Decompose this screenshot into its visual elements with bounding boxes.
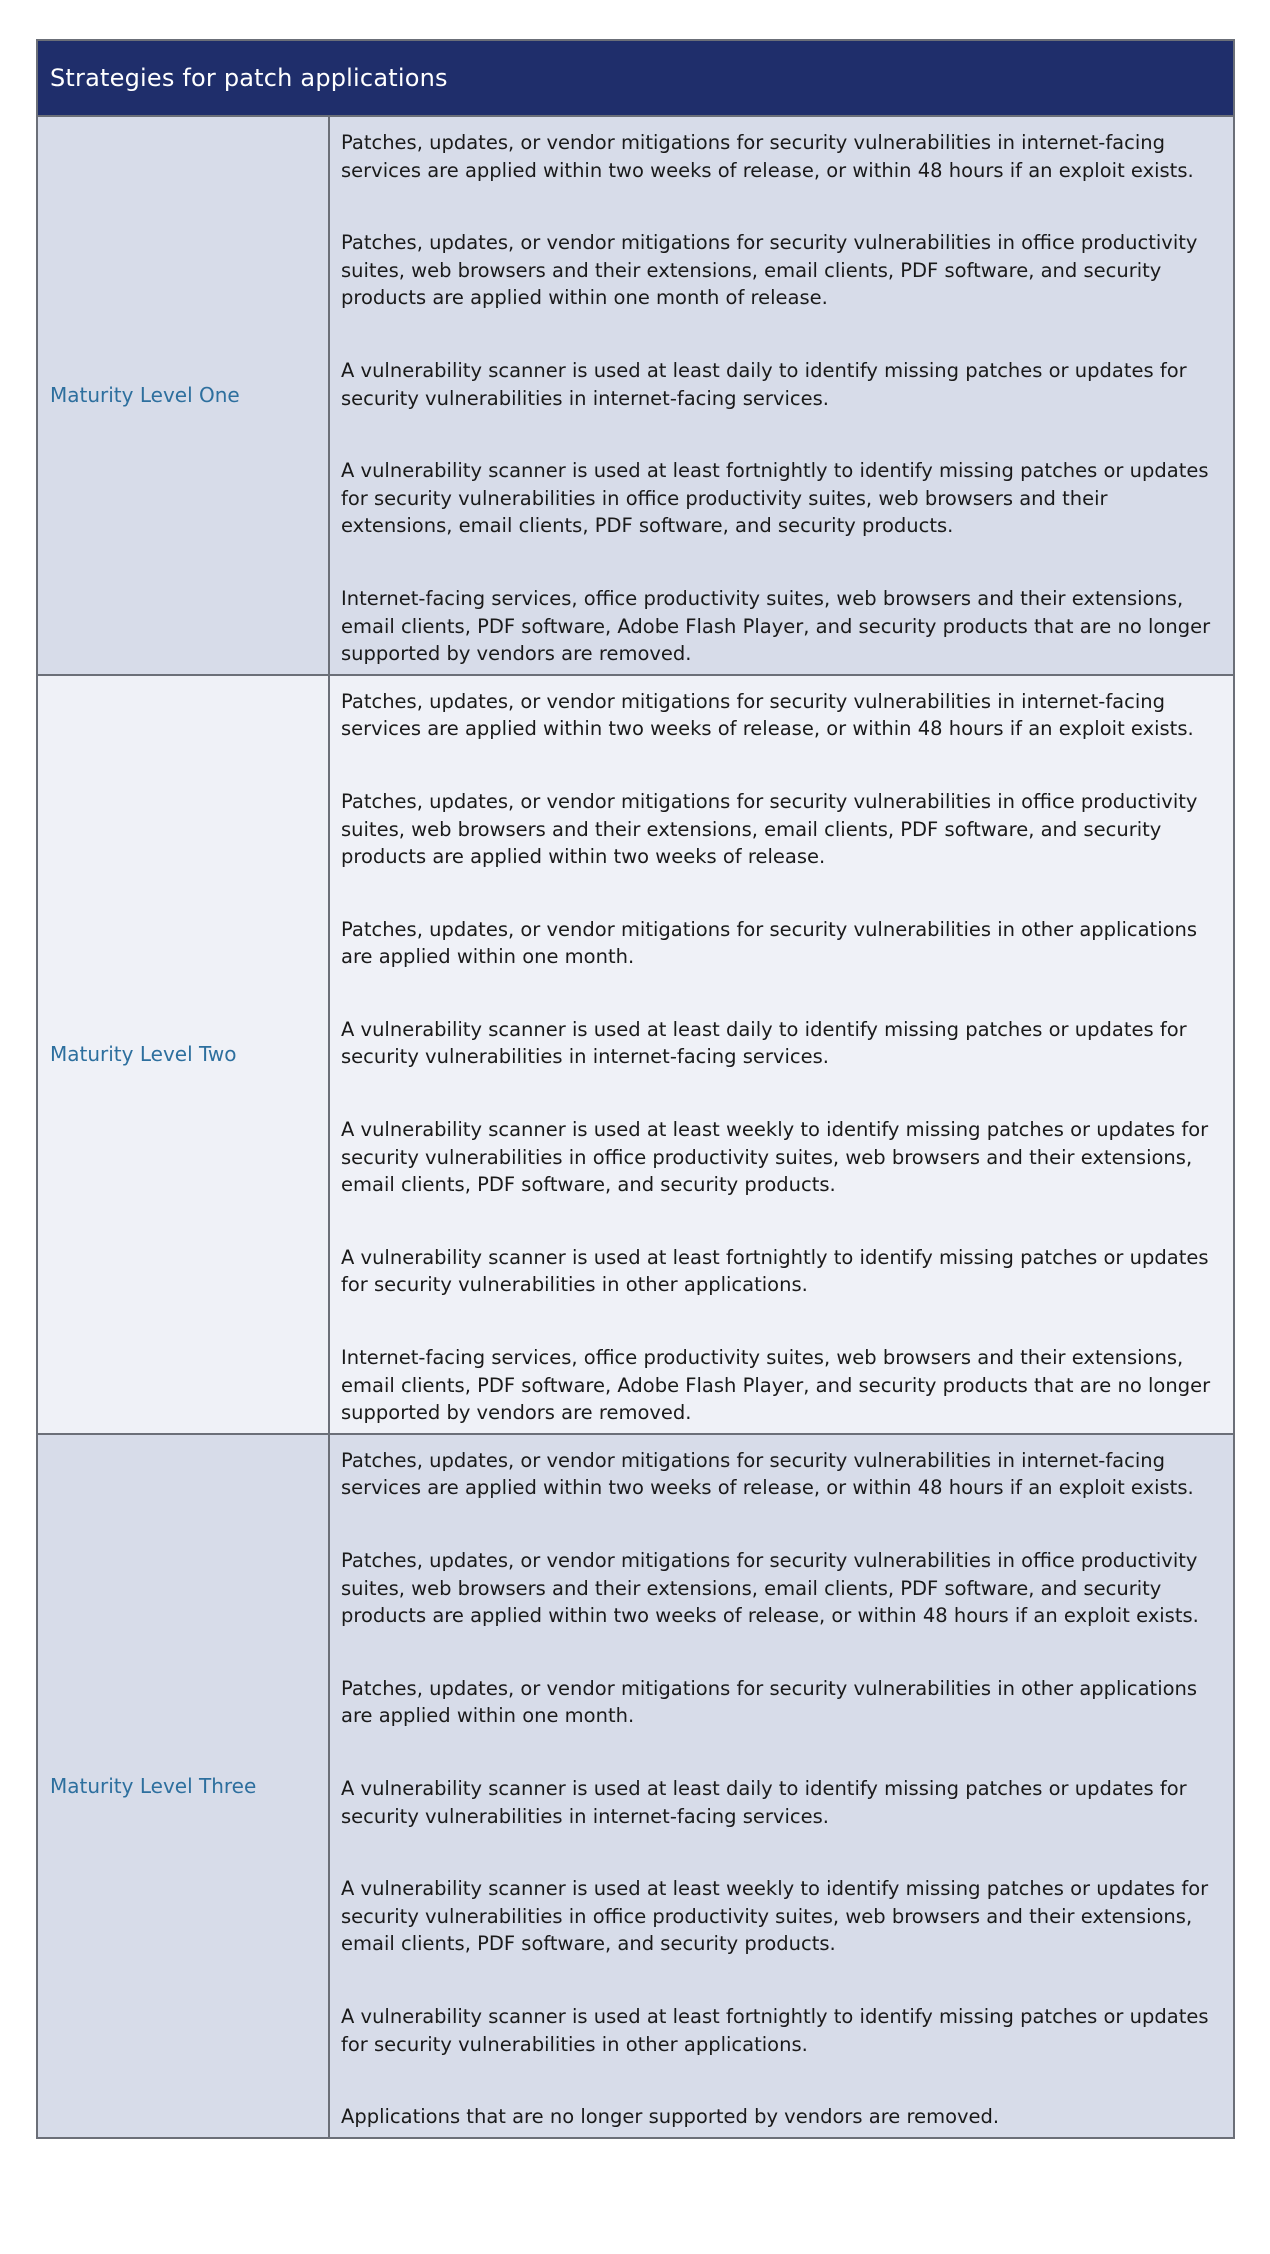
requirement-item: A vulnerability scanner is used at least daily to identify missing patches or updates for security vulnerabilities in internet-facing services.	[341, 1017, 1187, 1069]
strategies-table	[36, 39, 1235, 2139]
maturity-level-items	[330, 117, 1233, 674]
maturity-level-row-three	[38, 1433, 1233, 2137]
requirement-item: Internet-facing services, office productivity suites, web browsers and their extensions, email clients, PDF software, Adobe Flash Player, and security products that are no longer supported by vendors are removed.	[341, 1346, 1211, 1425]
maturity-level-label: Maturity Level Three	[38, 1435, 330, 2137]
requirement-item: Applications that are no longer supported by vendors are removed.	[341, 2105, 1000, 2129]
requirement-item: Patches, updates, or vendor mitigations for security vulnerabilities in internet-facing services are applied within two weeks of release, or within 48 hours if an exploit exists.	[341, 1448, 1194, 1500]
requirement-item: Patches, updates, or vendor mitigations for security vulnerabilities in other applications are applied within one month.	[341, 1676, 1198, 1728]
requirement-item: Patches, updates, or vendor mitigations for security vulnerabilities in internet-facing services are applied within two weeks of release, or within 48 hours if an exploit exists.	[341, 689, 1194, 741]
maturity-level-items	[330, 1435, 1233, 2137]
requirement-item: A vulnerability scanner is used at least daily to identify missing patches or updates for security vulnerabilities in internet-facing services.	[341, 1776, 1187, 1828]
requirement-item: A vulnerability scanner is used at least weekly to identify missing patches or updates for security vulnerabilities in office productivity suites, web browsers and their extensions, email clients, PDF software, and security products.	[341, 1118, 1209, 1197]
requirement-item: A vulnerability scanner is used at least fortnightly to identify missing patches or updates for security vulnerabilities in office productivity suites, web browsers and their extensions, email clients, PDF software, and security products.	[341, 459, 1209, 538]
requirement-item: Internet-facing services, office productivity suites, web browsers and their extensions, email clients, PDF software, Adobe Flash Player, and security products that are no longer supported by vendors are removed.	[341, 586, 1211, 666]
maturity-level-row-one	[38, 115, 1233, 674]
maturity-level-label: Maturity Level One	[38, 117, 330, 674]
maturity-level-label: Maturity Level Two	[38, 676, 330, 1433]
maturity-level-row-two	[38, 674, 1233, 1433]
maturity-level-items	[330, 676, 1233, 1433]
requirement-item: Patches, updates, or vendor mitigations for security vulnerabilities in office productivity suites, web browsers and their extensions, email clients, PDF software, and security products are applied within two weeks of release.	[341, 789, 1198, 869]
requirement-item: Patches, updates, or vendor mitigations for security vulnerabilities in internet-facing services are applied within two weeks of release, or within 48 hours if an exploit exists.	[341, 131, 1194, 182]
requirement-item: A vulnerability scanner is used at least fortnightly to identify missing patches or updates for security vulnerabilities in other applications.	[341, 1245, 1209, 1297]
table-title: Strategies for patch applications	[38, 41, 1233, 115]
requirement-item: Patches, updates, or vendor mitigations for security vulnerabilities in office productivity suites, web browsers and their extensions, email clients, PDF software, and security products are applied within two weeks of release, or within 48 hours if an exploit exists.	[341, 1549, 1199, 1628]
requirement-item: Patches, updates, or vendor mitigations for security vulnerabilities in other applications are applied within one month.	[341, 917, 1198, 969]
requirement-item: A vulnerability scanner is used at least weekly to identify missing patches or updates for security vulnerabilities in office productivity suites, web browsers and their extensions, email clients, PDF software, and security products.	[341, 1877, 1209, 1956]
requirement-item: A vulnerability scanner is used at least fortnightly to identify missing patches or updates for security vulnerabilities in other applications.	[341, 2004, 1209, 2056]
requirement-item: A vulnerability scanner is used at least daily to identify missing patches or updates for security vulnerabilities in internet-facing services.	[341, 358, 1187, 410]
requirement-item: Patches, updates, or vendor mitigations for security vulnerabilities in office productivity suites, web browsers and their extensions, email clients, PDF software, and security products are applied within one month of release.	[341, 231, 1198, 310]
